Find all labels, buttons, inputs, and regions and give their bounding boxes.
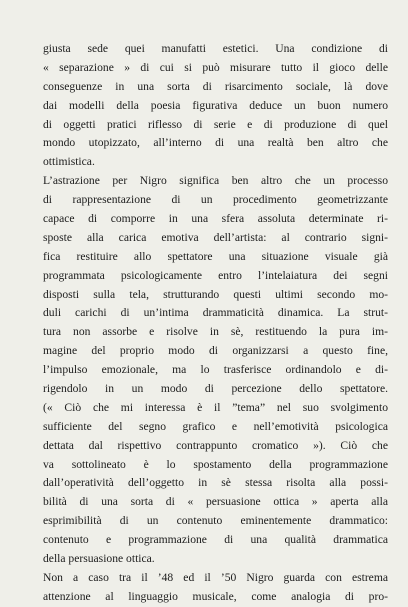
text-line: mondo utopizzato, all’interno di una realtà ben altro che [43,136,388,150]
text-line: « separazione » di cui si può misurare tutto il gioco delle [43,60,388,74]
text-line: sufficiente del segno grafico e nell’emotività psicologica [43,419,388,433]
text-line: duli carichi di un’intima drammaticità dinamica. La strut- [43,306,388,320]
text-line: Non a caso tra il ’48 ed il ’50 Nigro guarda con estrema [43,570,388,584]
text-line: attenzione al linguaggio musicale, come analogia di pro- [43,589,388,603]
text-line: di oggetti pratici riflesso di serie e di produzione di quel [43,117,388,131]
text-line: L’astrazione per Nigro significa ben altro che un processo [43,174,388,188]
text-line: conseguenze in una sorta di risarcimento sociale, là dove [43,79,388,93]
text-line: giusta sede quei manufatti estetici. Una condizione di [43,42,388,55]
text-line: dai modelli della poesia figurativa deduce un buon numero [43,98,388,112]
text-line: dall’operatività dell’oggetto in sè stessa risolta alla possi- [43,476,388,490]
text-line: sposte alla carica emotiva dell’artista: al contrario signi- [43,230,388,244]
body-text [43,40,388,607]
text-line: programmata psicologicamente entro l’intelaiatura dei segni [43,268,388,282]
text-line: della persuasione ottica. [43,552,155,566]
text-line: dettata dal rispettivo contrappunto cromatico »). Ciò che [43,438,388,452]
text-line: esprimibilità di un contenuto eminentemente drammatico: [43,514,388,528]
text-line: capace di comporre in una sfera assoluta determinate ri- [43,212,388,226]
text-line: bilità di una sorta di « persuasione ottica » aperta alla [43,495,388,509]
text-line: l’impulso emozionale, ma lo trasferisce ordinandolo e di- [43,363,388,377]
text-line: magine del proprio modo di organizzarsi a questo fine, [43,344,388,358]
text-line: va sottolineato è lo spostamento della programmazione [43,457,388,471]
text-line: (« Ciò che mi interessa è il ”tema” nel suo svolgimento [43,400,388,414]
text-line: ottimistica. [43,155,95,169]
text-line: fica restituire allo spettatore una situazione visuale già [43,249,388,263]
text-line: rigendolo in un modo di percezione dello spettatore. [43,382,388,396]
text-line: disposti sulla tela, strutturando questi ultimi secondo mo- [43,287,388,301]
text-line: di rappresentazione di un procedimento geometrizzante [43,193,388,207]
text-line: contenuto e programmazione di una qualità drammatica [43,533,388,547]
text-line: tura non assorbe e risolve in sè, restituendo la pura im- [43,325,388,339]
